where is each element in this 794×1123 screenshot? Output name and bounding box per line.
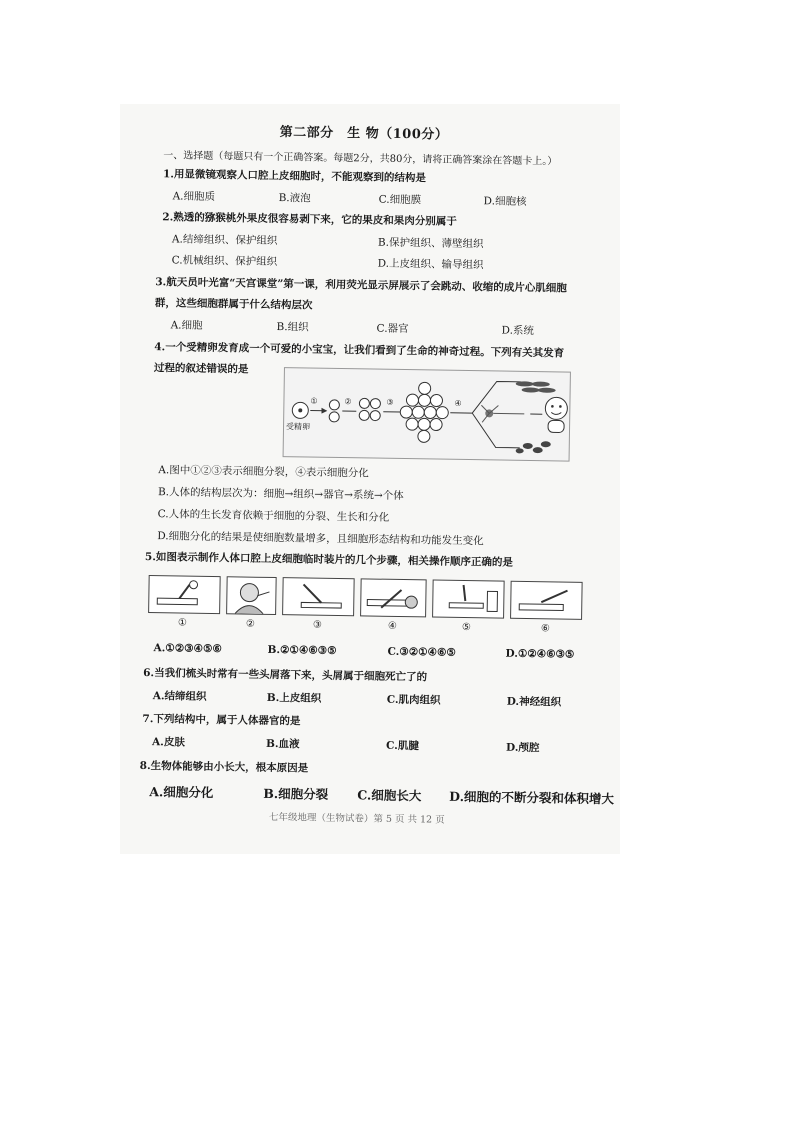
question-2-option-b: B.保护组织、薄壁组织 — [377, 236, 484, 251]
question-6-option-d: D.神经组织 — [506, 695, 562, 709]
muscle-tissue — [516, 381, 556, 393]
blood-cells — [516, 441, 551, 454]
step-label-2: ② — [344, 397, 352, 407]
question-5-stem: 5.如图表示制作人体口腔上皮细胞临时装片的几个步骤，相关操作顺序正确的是 — [144, 550, 513, 569]
question-6-stem: 6.当我们梳头时常有一些头屑落下来，头屑属于细胞死亡了的 — [143, 666, 428, 684]
step-number-5: ⑤ — [461, 621, 471, 634]
question-2-option-a: A.结缔组织、保护组织 — [171, 233, 278, 248]
cell-mass — [400, 382, 449, 443]
question-8-option-d: D.细胞的不断分裂和体积增大 — [449, 788, 615, 807]
question-8-option-b: B.细胞分裂 — [263, 785, 329, 802]
question-7-option-a: A.皮肤 — [151, 736, 185, 749]
page-title: 第二部分 生 物（100分） — [279, 125, 449, 143]
question-3-option-c: C.器官 — [376, 322, 409, 336]
question-4-stem-line-2: 过程的叙述错误的是 — [153, 362, 249, 376]
step-label-4: ④ — [454, 398, 462, 408]
question-4-option-c: C.人体的生长发育依赖于细胞的分裂、生长和分化 — [157, 508, 390, 524]
question-7-option-c: C.肌腱 — [385, 739, 419, 753]
question-5-option-b: B.②①④⑥③⑤ — [267, 643, 337, 657]
question-3-option-d: D.系统 — [501, 324, 535, 338]
question-2-option-c: C.机械组织、保护组织 — [171, 254, 278, 269]
nerve-cell — [481, 405, 524, 423]
question-4-stem-line-1: 4.一个受精卵发育成一个可爱的小宝宝，让我们看到了生命的神奇过程。下列有关其发育 — [154, 341, 565, 360]
step-image-2 — [226, 576, 277, 615]
step-image-4 — [360, 578, 427, 617]
step-number-6: ⑥ — [540, 623, 550, 635]
step-image-6 — [510, 581, 583, 620]
two-cells-bottom — [329, 412, 339, 422]
step-label-3: ③ — [386, 397, 394, 407]
question-1-stem: 1.用显微镜观察人口腔上皮细胞时，不能观察到的结构是 — [162, 168, 427, 185]
step-label-1: ① — [310, 396, 318, 406]
zygote-development-figure — [283, 367, 571, 461]
question-2-stem: 2.熟透的猕猴桃外果皮很容易剥下来，它的果皮和果肉分别属于 — [162, 211, 457, 228]
question-3-option-a: A.细胞 — [170, 319, 203, 332]
step-number-3: ③ — [312, 619, 322, 631]
step-number-1: ① — [177, 617, 187, 629]
question-6-option-a: A.结缔组织 — [152, 690, 207, 703]
question-4-option-a: A.图中①②③表示细胞分裂，④表示细胞分化 — [158, 464, 369, 480]
question-3-stem-line-1: 3.航天员叶光富“天宫课堂”第一课，利用荧光显示屏展示了会跳动、收缩的成片心肌细胞 — [155, 276, 567, 295]
question-3-stem-line-2: 群，这些细胞群属于什么结构层次 — [154, 297, 313, 312]
question-6-option-c: C.肌肉组织 — [386, 693, 441, 707]
step-number-4: ④ — [387, 620, 397, 632]
section-heading: 一、选择题（每题只有一个正确答案。每题2分，共80分，请将正确答案涂在答题卡上。） — [163, 150, 558, 168]
step-number-2: ② — [245, 618, 255, 630]
page-footer: 七年级地理（生物试卷）第 5 页 共 12 页 — [268, 811, 445, 826]
question-1-option-d: D.细胞核 — [483, 195, 527, 208]
baby-image — [545, 397, 568, 432]
question-8-option-a: A.细胞分化 — [149, 784, 214, 801]
question-5-option-a: A.①②③④⑤⑥ — [153, 642, 222, 656]
question-4-option-d: D.细胞分化的结果是使细胞数量增多，且细胞形态结构和功能发生变化 — [157, 530, 484, 548]
question-1-option-c: C.细胞膜 — [378, 193, 422, 207]
question-1-option-b: B.液泡 — [278, 192, 311, 205]
question-1-option-a: A.细胞质 — [172, 190, 216, 204]
question-5-option-d: D.①②④⑥③⑤ — [505, 647, 575, 661]
question-2-option-d: D.上皮组织、输导组织 — [377, 257, 484, 272]
step-image-1 — [148, 575, 221, 614]
question-6-option-b: B.上皮组织 — [266, 691, 322, 705]
question-7-stem: 7.下列结构中，属于人体器官的是 — [142, 712, 301, 728]
question-8-option-c: C.细胞长大 — [357, 787, 422, 804]
zygote-label: 受精卵 — [285, 422, 311, 432]
question-5-option-c: C.③②①④⑥⑤ — [387, 645, 456, 659]
step-image-5 — [432, 579, 505, 618]
question-7-option-b: B.血液 — [265, 737, 300, 751]
question-4-option-b: B.人体的结构层次为：细胞→组织→器官→系统→个体 — [157, 486, 404, 503]
question-8-stem: 8.生物体能够由小长大，根本原因是 — [139, 759, 309, 775]
step-image-3 — [282, 577, 355, 616]
two-cells-top — [329, 400, 339, 410]
exam-page — [138, 110, 615, 862]
question-7-option-d: D.颅腔 — [505, 741, 540, 755]
question-3-option-b: B.组织 — [276, 321, 309, 334]
